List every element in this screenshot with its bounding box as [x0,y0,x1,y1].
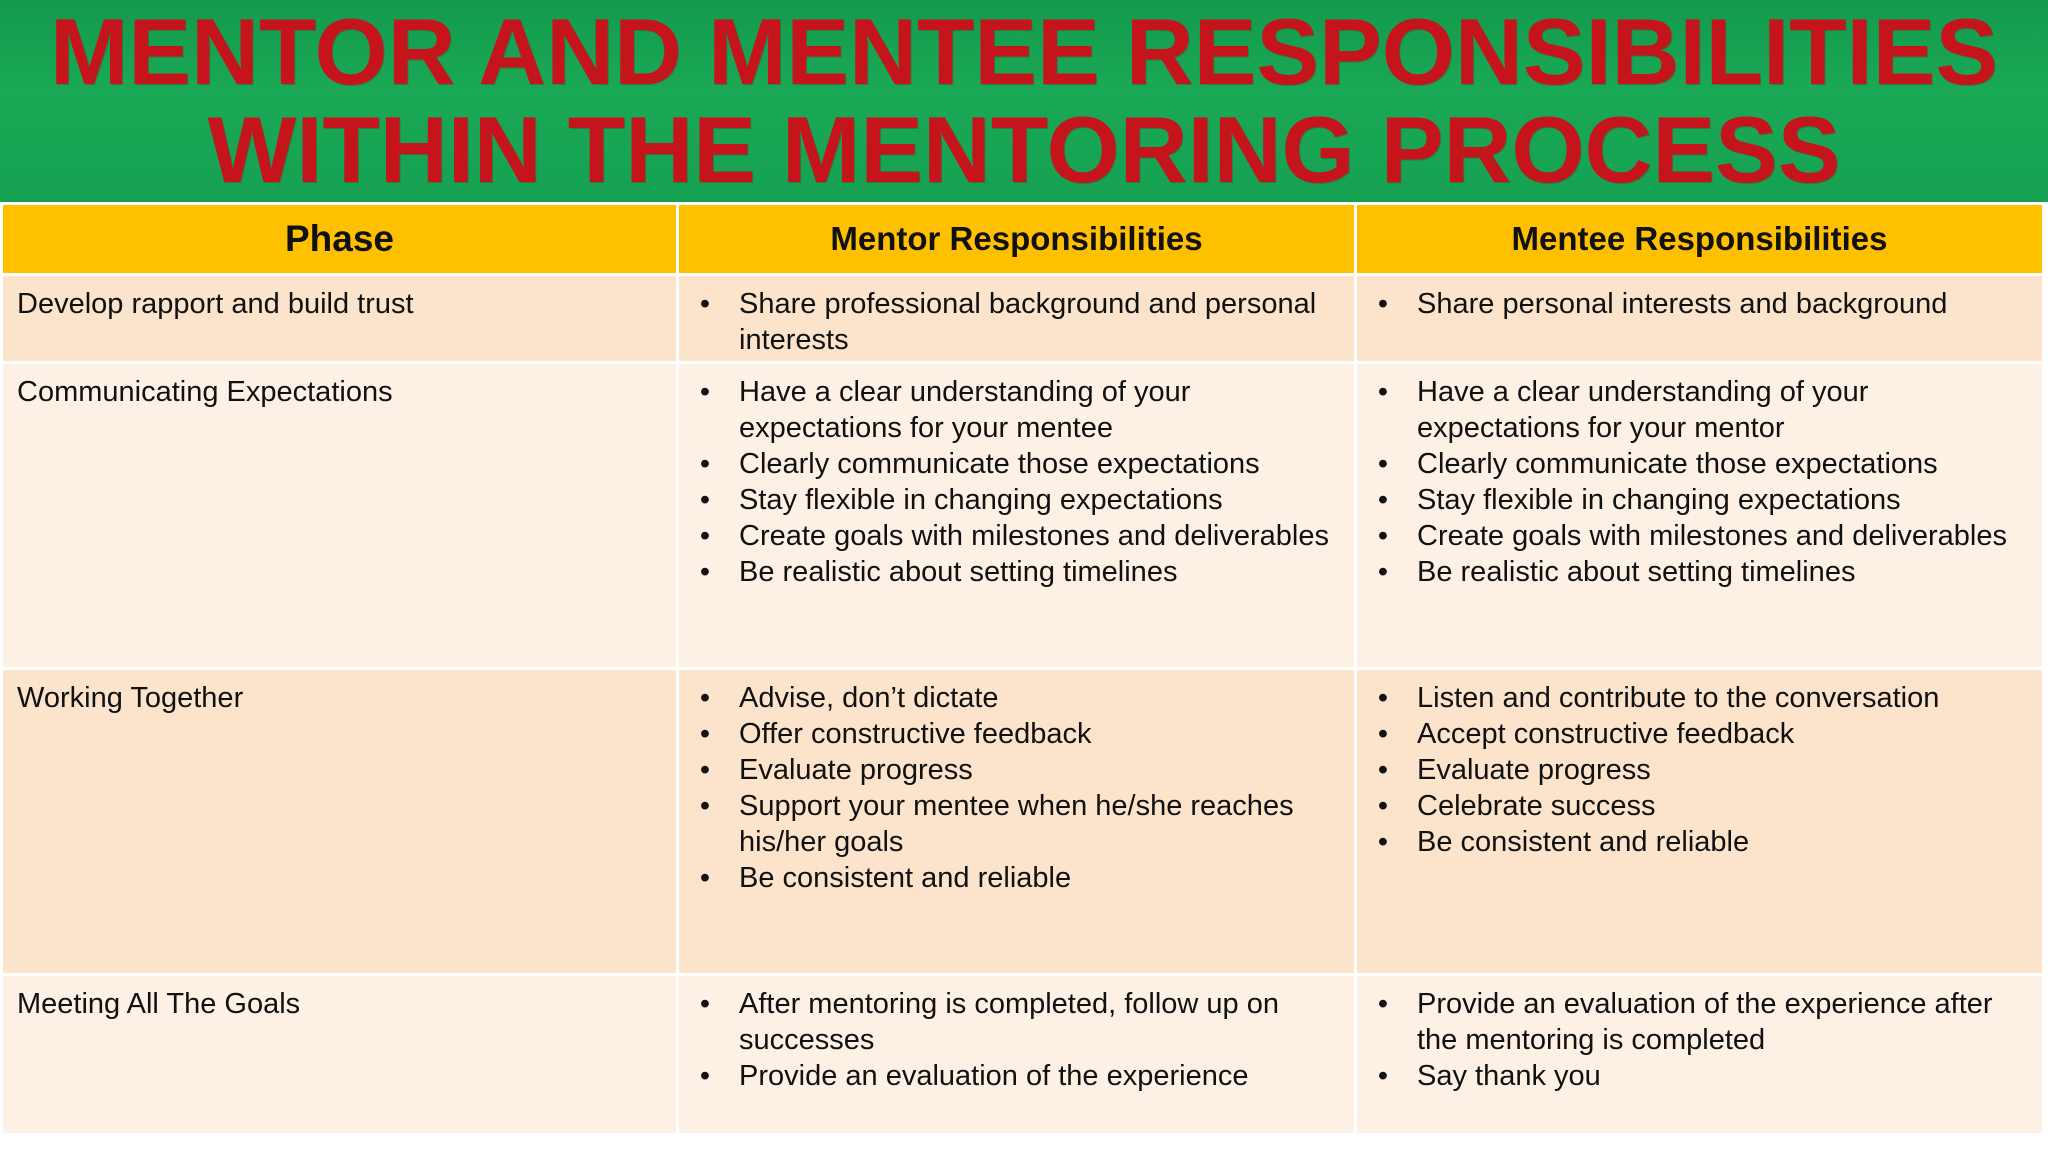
list-item-text: Advise, don’t dictate [739,682,999,714]
bullet-icon: • [699,718,711,750]
mentee-cell [1356,363,2044,669]
list-item-text: Provide an evaluation of the experience after the mentoring is completed [1417,988,1993,1056]
mentee-cell [1356,975,2044,1135]
list-item [691,752,1342,788]
table-row [2,363,2044,669]
mentor-list [691,286,1342,358]
list-item [1369,518,2030,554]
title-banner [0,0,2048,202]
bullet-icon: • [1377,556,1389,588]
list-item-text: Share professional background and personal interests [739,288,1317,356]
list-item [691,986,1342,1058]
bullet-icon: • [1377,288,1389,320]
list-item-text: Celebrate success [1417,790,1656,822]
list-item-text: Be consistent and reliable [1417,826,1750,858]
bullet-icon: • [699,288,711,320]
bullet-icon: • [699,556,711,588]
bullet-icon: • [699,520,711,552]
list-item [1369,286,2030,322]
list-item-text: Be consistent and reliable [739,862,1072,894]
list-item [1369,680,2030,716]
responsibilities-table [0,202,2045,1136]
list-item [691,716,1342,752]
list-item [691,860,1342,896]
phase-cell [2,275,678,363]
list-item-text: Provide an evaluation of the experience [739,1060,1249,1092]
list-item [1369,788,2030,824]
list-item [1369,482,2030,518]
bullet-icon: • [699,1060,711,1092]
phase-label: Develop rapport and build trust [17,288,414,320]
list-item [691,518,1342,554]
list-item-text: Be realistic about setting timelines [1417,556,1856,588]
bullet-icon: • [1377,520,1389,552]
mentor-cell [678,363,1356,669]
phase-cell [2,975,678,1135]
mentor-cell [678,975,1356,1135]
list-item-text: Have a clear understanding of your expectations for your mentee [739,376,1191,444]
bullet-icon: • [1377,988,1389,1020]
list-item [1369,986,2030,1058]
list-item-text: Stay flexible in changing expectations [739,484,1223,516]
phase-label: Communicating Expectations [17,376,393,408]
list-item-text: Offer constructive feedback [739,718,1092,750]
bullet-icon: • [1377,682,1389,714]
mentor-list [691,986,1342,1094]
responsibilities-table-container [0,202,2048,1152]
list-item-text: After mentoring is completed, follow up on successes [739,988,1279,1056]
mentee-list [1369,286,2030,322]
list-item [1369,716,2030,752]
bullet-icon: • [699,790,711,822]
title-line-2: WITHIN THE MENTORING PROCESS [207,97,1841,202]
bullet-icon: • [1377,448,1389,480]
mentee-list [1369,986,2030,1094]
mentor-list [691,374,1342,590]
list-item-text: Create goals with milestones and deliverables [1417,520,2007,552]
list-item [691,788,1342,860]
bullet-icon: • [1377,754,1389,786]
list-item-text: Evaluate progress [739,754,973,786]
bullet-icon: • [699,682,711,714]
phase-cell [2,363,678,669]
mentee-list [1369,374,2030,590]
table-row [2,275,2044,363]
bullet-icon: • [1377,1060,1389,1092]
bullet-icon: • [699,862,711,894]
table-row [2,975,2044,1135]
list-item-text: Evaluate progress [1417,754,1651,786]
list-item [691,1058,1342,1094]
list-item [691,374,1342,446]
bullet-icon: • [1377,826,1389,858]
list-item [691,482,1342,518]
mentor-cell [678,669,1356,975]
title-line-1: MENTOR AND MENTEE RESPONSIBILITIES [49,0,1999,104]
list-item-text: Be realistic about setting timelines [739,556,1178,588]
list-item [1369,554,2030,590]
list-item-text: Have a clear understanding of your expectations for your mentor [1417,376,1869,444]
bullet-icon: • [699,448,711,480]
list-item [691,680,1342,716]
list-item [1369,752,2030,788]
bullet-icon: • [699,754,711,786]
bullet-icon: • [699,376,711,408]
list-item-text: Clearly communicate those expectations [1417,448,1938,480]
table-header-row [2,204,2044,275]
mentor-list [691,680,1342,896]
phase-label: Working Together [17,682,244,714]
header-mentor-responsibilities: Mentor Responsibilities [678,204,1356,275]
list-item-text: Say thank you [1417,1060,1601,1092]
mentee-cell [1356,275,2044,363]
list-item-text: Stay flexible in changing expectations [1417,484,1901,516]
table-row [2,669,2044,975]
bullet-icon: • [699,988,711,1020]
bullet-icon: • [1377,718,1389,750]
list-item [1369,374,2030,446]
bullet-icon: • [699,484,711,516]
list-item-text: Clearly communicate those expectations [739,448,1260,480]
bullet-icon: • [1377,790,1389,822]
list-item [691,446,1342,482]
list-item [1369,824,2030,860]
phase-label: Meeting All The Goals [17,988,301,1020]
list-item-text: Listen and contribute to the conversation [1417,682,1940,714]
mentee-list [1369,680,2030,860]
list-item [1369,446,2030,482]
list-item [691,286,1342,358]
list-item [1369,1058,2030,1094]
bullet-icon: • [1377,376,1389,408]
bullet-icon: • [1377,484,1389,516]
list-item-text: Support your mentee when he/she reaches his/her goals [739,790,1294,858]
header-mentee-responsibilities: Mentee Responsibilities [1356,204,2044,275]
list-item-text: Share personal interests and background [1417,288,1948,320]
mentee-cell [1356,669,2044,975]
list-item [691,554,1342,590]
list-item-text: Create goals with milestones and deliverables [739,520,1329,552]
mentor-cell [678,275,1356,363]
header-phase: Phase [2,204,678,275]
phase-cell [2,669,678,975]
list-item-text: Accept constructive feedback [1417,718,1795,750]
